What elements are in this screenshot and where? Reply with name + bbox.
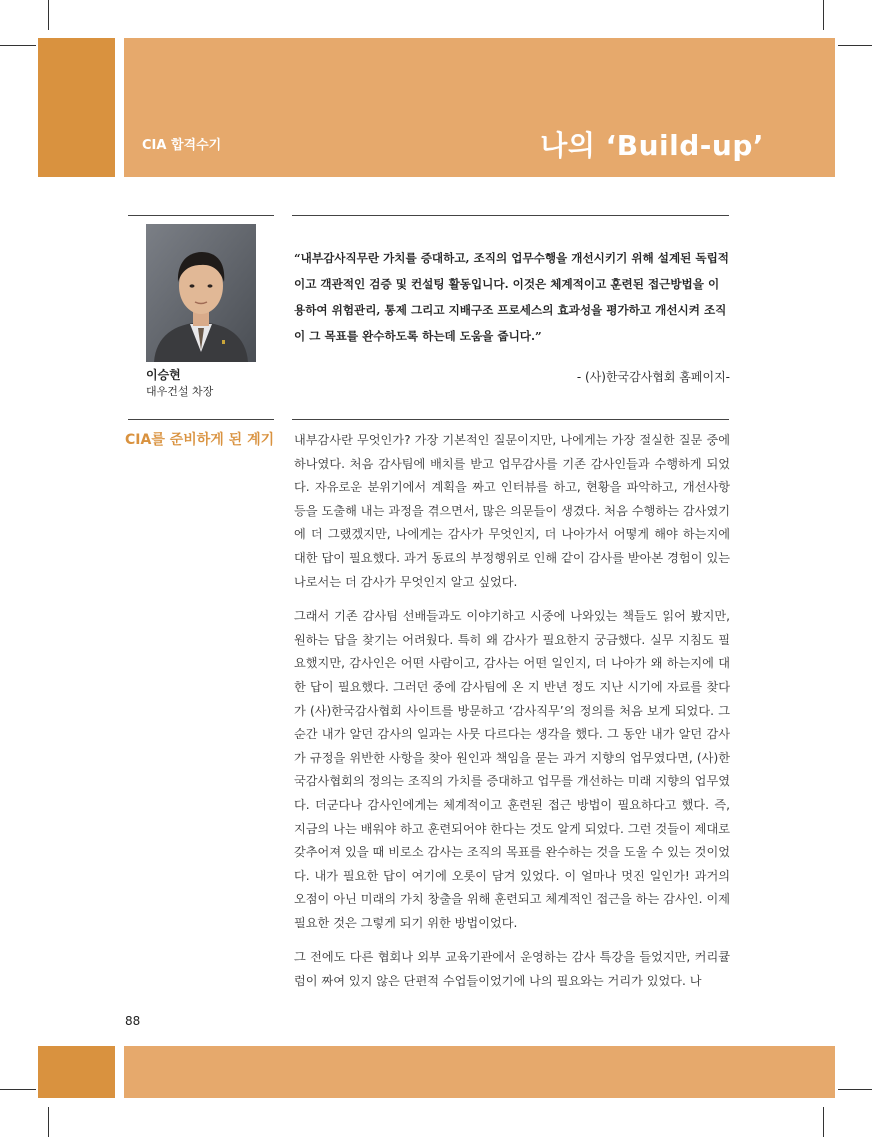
article-rule xyxy=(292,419,729,420)
paragraph: 내부감사란 무엇인가? 가장 기본적인 질문이지만, 나에게는 가장 절실한 질문 중에 하나였다. 처음 감사팀에 배치를 받고 업무감사를 기존 감사인들과 수행하게 되었다. 자유로운 분위기에서 계획을 짜고 인터뷰를 하고, 현황을 파악하고, 개선사항 등을 도출해 내는 과정을 겪으면서, 많은 의문들이 생겼다. 처음 수행하는 감사였기에 더 그랬겠지만, 나에게는 감사가 무엇인지, 더 나아가서 어떻게 해야 하는지에 대한 답이 필요했다. 과거 동료의 부정행위로 인해 같이 감사를 받아본 경험이 있는 나로서는 더 감사가 무엇인지 알고 싶었다. xyxy=(294,433,730,589)
footer-banner xyxy=(124,1046,835,1098)
article-body xyxy=(294,429,730,1005)
page-title: 나의 ‘Build-up’ xyxy=(540,129,764,162)
person-position: 대우건설 차장 xyxy=(146,385,214,398)
person-name: 이승현 xyxy=(146,368,181,382)
crop-mark xyxy=(48,0,49,30)
footer-accent-block xyxy=(38,1046,115,1098)
crop-mark xyxy=(838,45,872,46)
profile-rule xyxy=(128,215,274,216)
page-number: 88 xyxy=(125,1014,141,1028)
paragraph: 그래서 기존 감사팀 선배들과도 이야기하고 시중에 나와있는 책들도 읽어 봤지만, 원하는 답을 찾기는 어려웠다. 특히 왜 감사가 필요한지 궁금했다. 실무 지침도 필요했지만, 감사인은 어떤 사람이고, 감사는 어떤 일인지, 더 나아가 왜 하는지에 대한 답이 필요했다. 그러던 중에 감사팀에 온 지 반년 정도 지난 시기에 자료를 찾다가 (사)한국감사협회 사이트를 방문하고 ‘감사직무’의 정의를 처음 보게 되었다. 그 순간 내가 알던 감사의 일과는 사뭇 다르다는 생각을 했다. 그 동안 내가 알던 감사가 규정을 위반한 사항을 찾아 원인과 책임을 묻는 과거 지향의 업무였다면, (사)한국감사협회의 정의는 조직의 가치를 증대하고 업무를 개선하는 미래 지향의 업무였다. 더군다나 감사인에게는 체계적이고 훈련된 접근 방법이 필요하다고 했다. 즉, 지금의 나는 배워야 하고 훈련되어야 한다는 것도 알게 되었다. 그런 것들이 제대로 갖추어져 있을 때 비로소 감사는 조직의 목표를 완수하는 것을 도울 수 있는 것이었다. 내가 필요한 답이 여기에 오롯이 담겨 있었다. 이 얼마나 멋진 일인가! 과거의 오점이 아닌 미래의 가치 창출을 위해 훈련되고 체계적인 접근을 하는 감사인. 이제 필요한 것은 그렇게 되기 위한 방법이었다. xyxy=(294,609,730,930)
quote-rule xyxy=(292,215,729,216)
crop-mark xyxy=(48,1107,49,1137)
side-heading: CIA를 준비하게 된 계기 xyxy=(125,432,275,448)
crop-mark xyxy=(838,1089,872,1090)
crop-mark xyxy=(823,0,824,30)
quote-source: - (사)한국감사협회 홈페이지- xyxy=(576,370,730,384)
profile-photo xyxy=(146,224,256,362)
crop-mark xyxy=(0,1089,36,1090)
header-accent-block xyxy=(38,38,115,177)
side-heading-rule xyxy=(128,419,274,420)
crop-mark xyxy=(823,1107,824,1137)
portrait-illustration xyxy=(146,224,256,362)
crop-mark xyxy=(0,45,36,46)
paragraph: 그 전에도 다른 협회나 외부 교육기관에서 운영하는 감사 특강을 들었지만, 커리큘럼이 짜여 있지 않은 단편적 수업들이었기에 나의 필요와는 거리가 있었다. 나 xyxy=(294,950,730,989)
definition-quote: “내부감사직무란 가치를 증대하고, 조직의 업무수행을 개선시키기 위해 설계된 독립적이고 객관적인 검증 및 컨설팅 활동입니다. 이것은 체계적이고 훈련된 접근방법을 이용하여 위험관리, 통제 그리고 지배구조 프로세스의 효과성을 평가하고 개선시켜 조직이 그 목표를 완수하도록 하는데 도움을 줍니다.” xyxy=(294,251,729,343)
section-label: CIA 합격수기 xyxy=(142,138,222,153)
